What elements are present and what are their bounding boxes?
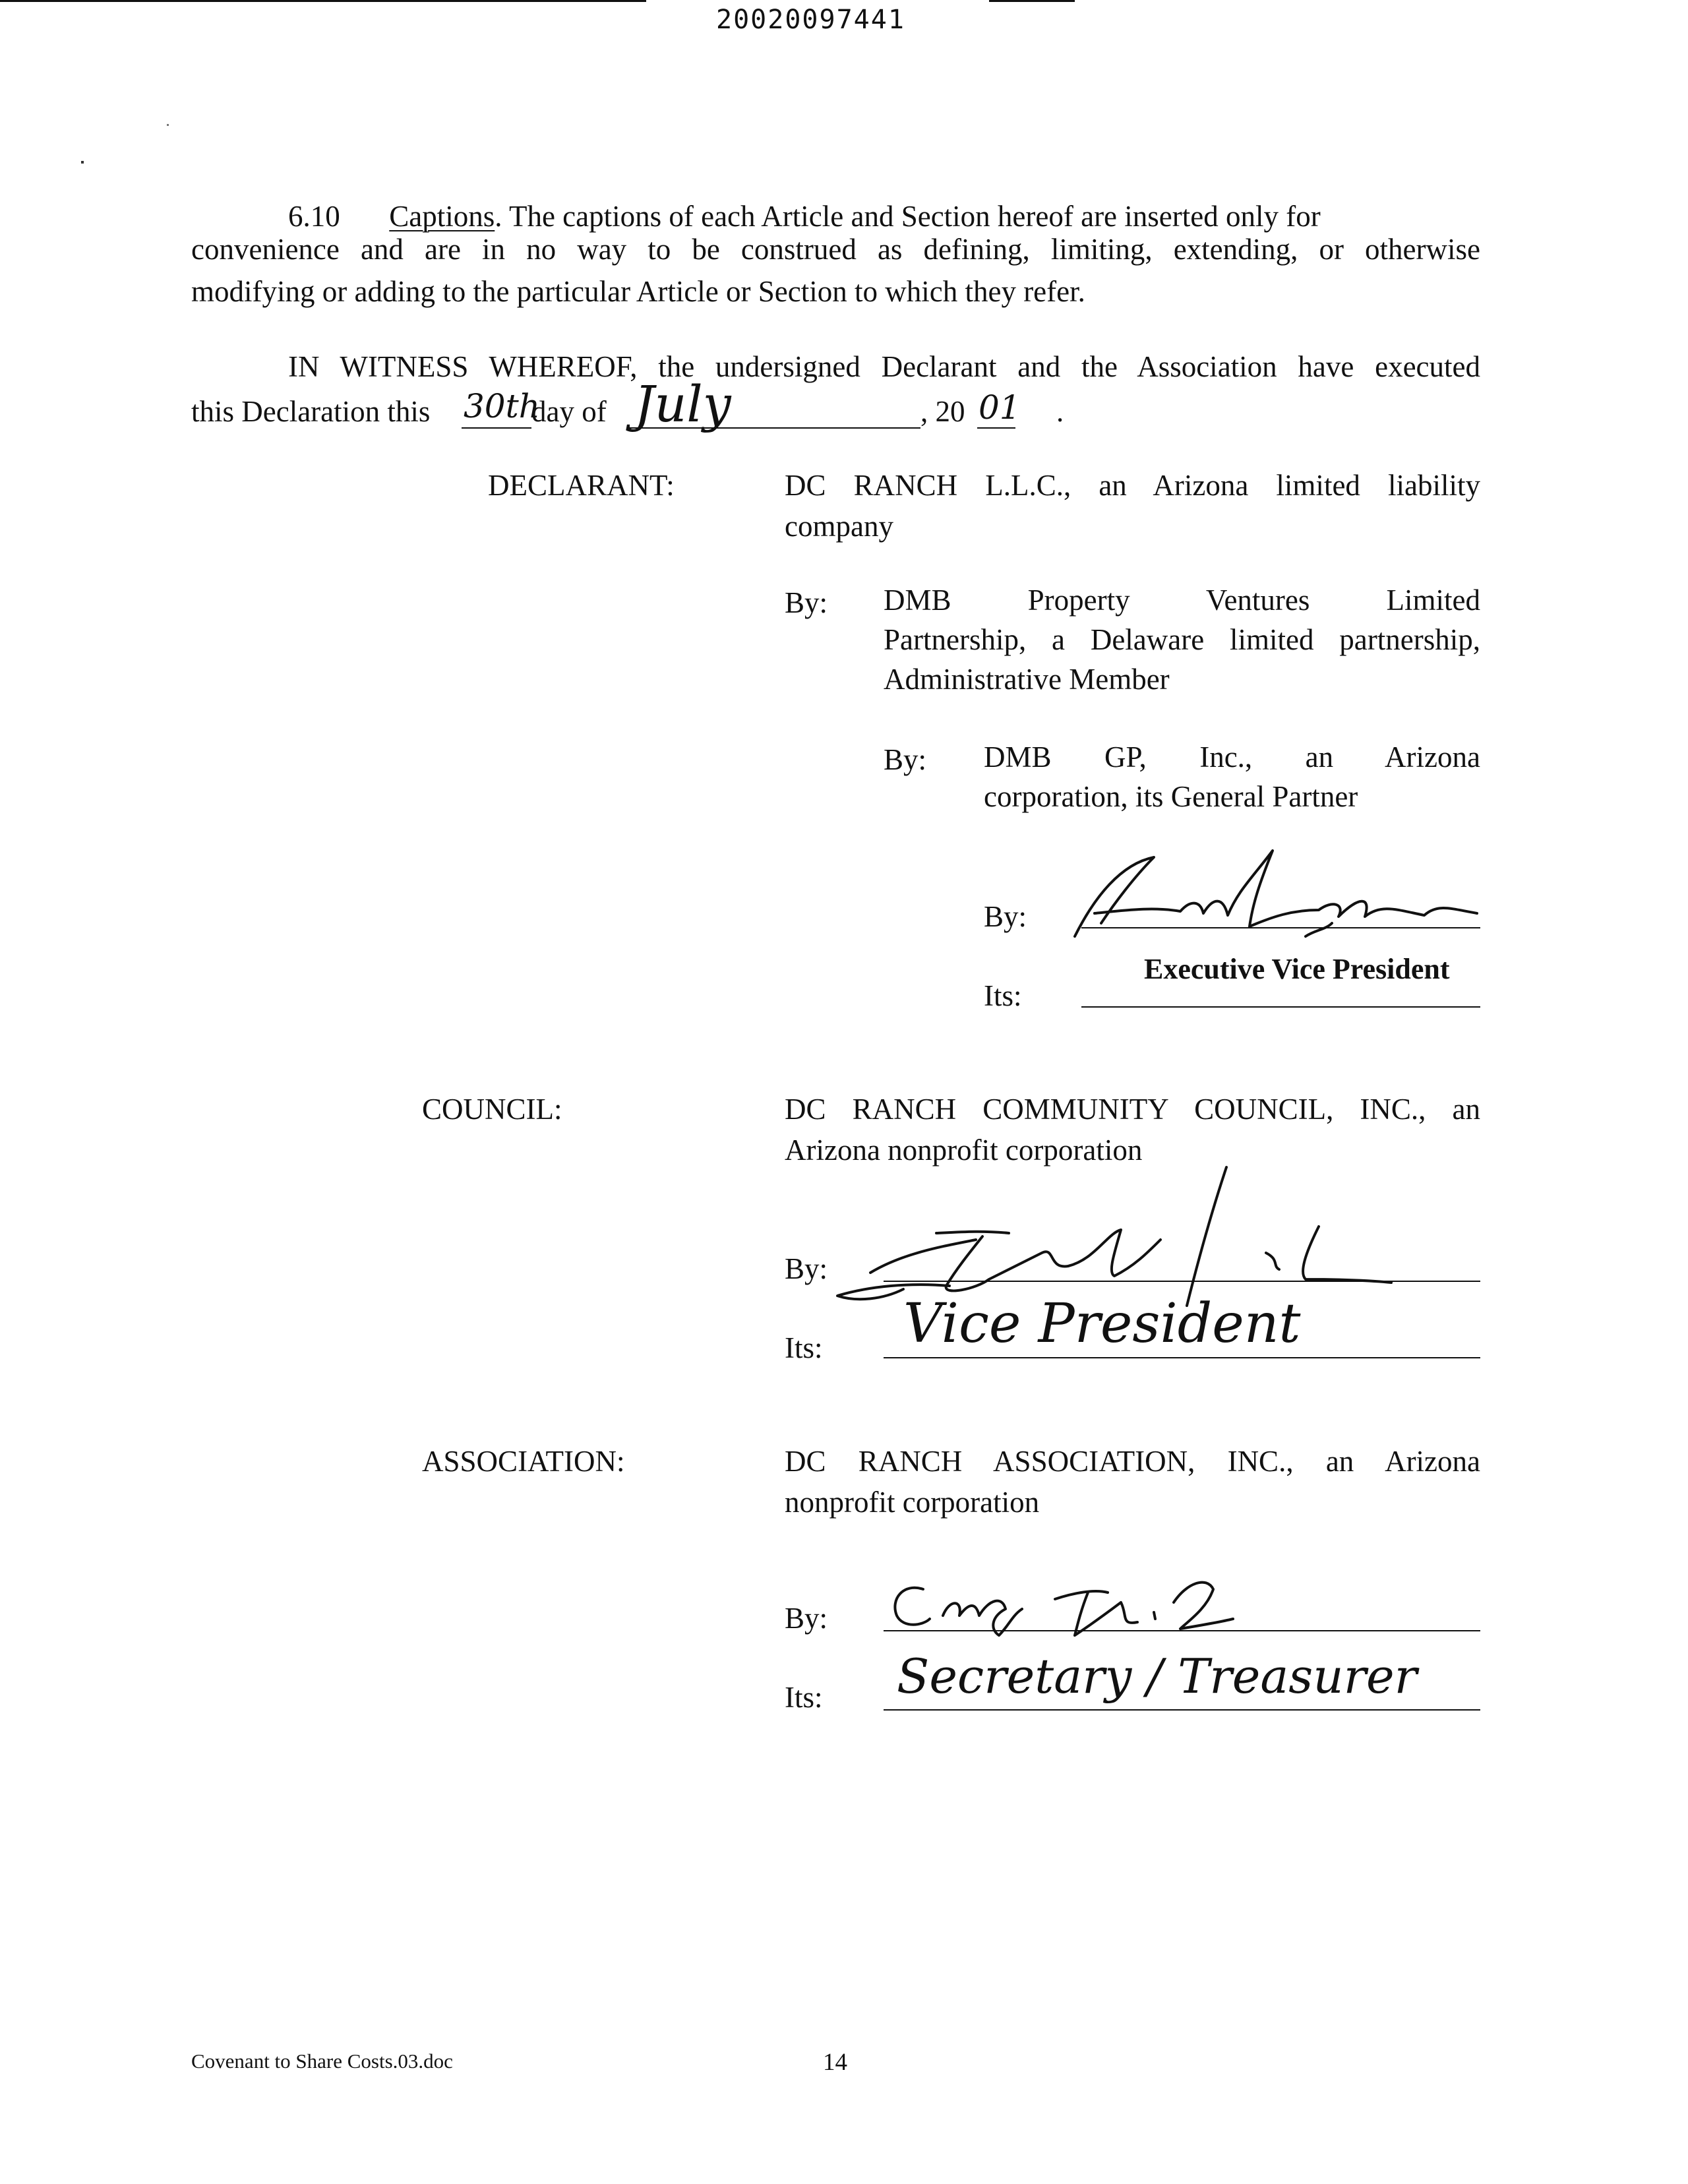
association-entity-line-1: DC RANCH ASSOCIATION, INC., an Arizona bbox=[785, 1445, 1480, 1478]
scan-speck bbox=[167, 124, 169, 126]
association-by-label: By: bbox=[785, 1602, 828, 1635]
witness-line-1: IN WITNESS WHEREOF, the undersigned Declarant and the Association have executed bbox=[288, 350, 1480, 383]
scan-speck bbox=[81, 161, 84, 164]
council-its-value: Vice President bbox=[903, 1292, 1301, 1355]
association-its-line bbox=[884, 1709, 1480, 1711]
association-signature bbox=[877, 1563, 1339, 1642]
page-number: 14 bbox=[823, 2049, 847, 2076]
association-label: ASSOCIATION: bbox=[422, 1445, 625, 1478]
association-its-label: Its: bbox=[785, 1681, 823, 1714]
council-its-line bbox=[884, 1357, 1480, 1358]
declarant-by1-line-3: Administrative Member bbox=[884, 663, 1170, 696]
declarant-by2-line-2: corporation, its General Partner bbox=[984, 780, 1358, 813]
footer-filename: Covenant to Share Costs.03.doc bbox=[191, 2049, 453, 2073]
month-handwritten: July bbox=[634, 375, 731, 433]
year-blank-line bbox=[977, 427, 1015, 429]
declarant-by3-label: By: bbox=[984, 900, 1027, 933]
declarant-its-label: Its: bbox=[984, 979, 1022, 1012]
council-entity-line-2: Arizona nonprofit corporation bbox=[785, 1134, 1143, 1167]
declarant-by1-line-1: DMB Property Ventures Limited bbox=[884, 584, 1480, 617]
year-prefix: , 20 bbox=[920, 395, 965, 428]
declarant-by2-line-1: DMB GP, Inc., an Arizona bbox=[984, 741, 1480, 774]
section-line-2: convenience and are in no way to be construed as defining, limiting, extending, or otherwise bbox=[191, 233, 1480, 266]
declarant-label: DECLARANT: bbox=[488, 469, 675, 502]
section-line-3: modifying or adding to the particular Article or Section to which they refer. bbox=[191, 275, 1085, 308]
declarant-by1-label: By: bbox=[785, 586, 828, 619]
witness-period: . bbox=[1056, 395, 1064, 428]
top-rule-left bbox=[0, 0, 646, 2]
witness-line-2 bbox=[191, 390, 430, 433]
year-handwritten: 01 bbox=[979, 388, 1021, 427]
day-blank-line bbox=[462, 427, 531, 429]
declarant-its-value: Executive Vice President bbox=[1144, 953, 1450, 985]
declarant-by1-line-2: Partnership, a Delaware limited partnership, bbox=[884, 623, 1480, 656]
declarant-by2-label: By: bbox=[884, 743, 927, 776]
witness-prefix: this Declaration this bbox=[191, 395, 431, 428]
declarant-entity-line-1: DC RANCH L.L.C., an Arizona limited liability bbox=[785, 469, 1480, 502]
council-entity-line-1: DC RANCH COMMUNITY COUNCIL, INC., an bbox=[785, 1093, 1480, 1126]
section-number: 6.10 bbox=[288, 200, 340, 233]
council-by-label: By: bbox=[785, 1252, 828, 1285]
association-its-value: Secretary / Treasurer bbox=[897, 1649, 1418, 1704]
council-its-label: Its: bbox=[785, 1331, 823, 1364]
day-of-text: day of bbox=[531, 395, 607, 428]
council-label: COUNCIL: bbox=[422, 1093, 562, 1126]
section-caption: Captions bbox=[389, 200, 495, 233]
document-number: 20020097441 bbox=[716, 5, 905, 35]
association-entity-line-2: nonprofit corporation bbox=[785, 1486, 1040, 1519]
declarant-entity-line-2: company bbox=[785, 510, 893, 543]
section-line1-text: . The captions of each Article and Section hereof are inserted only for bbox=[495, 200, 1321, 233]
day-handwritten: 30th bbox=[464, 387, 540, 425]
declarant-its-line bbox=[1081, 1006, 1480, 1008]
top-rule-right bbox=[989, 0, 1075, 2]
